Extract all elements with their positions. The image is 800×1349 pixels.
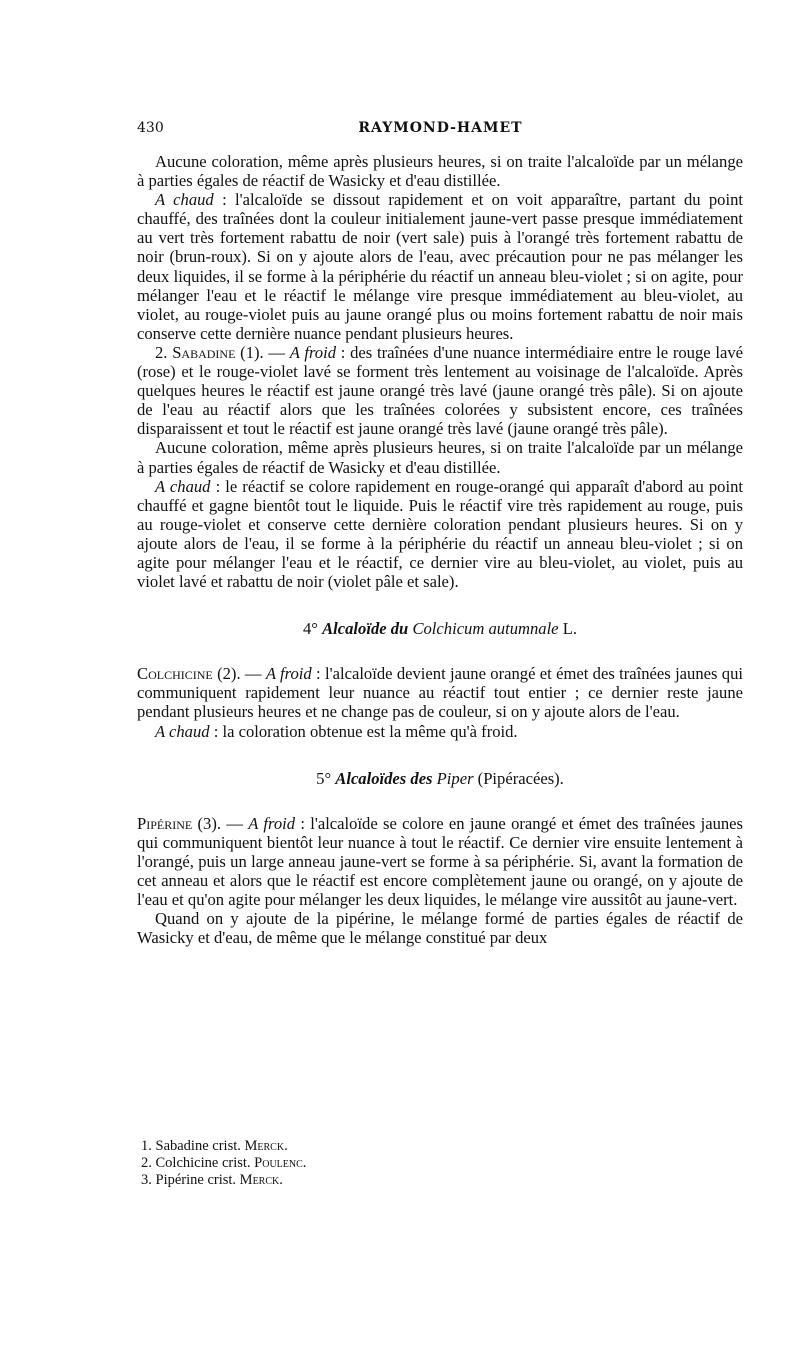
paragraph: 2. Sabadine (1). — A froid : des traînées d'une nuance intermédiaire entre le rouge lavé (rose) et le rouge-violet lavé se forment très lentement au voisinage de l'alcaloïde. Après quelques heures le réactif est jaune orangé très lavé (jaune orangé très pâle). Si on ajoute de l'eau au réactif alors que les traînées colorées y subsistent encore, ces traînées disparaissent et tout le réactif est jaune orangé très lavé (jaune orangé très pâle).	[137, 342, 743, 439]
footnotes	[137, 1138, 743, 1189]
footnote-ref: (2)	[217, 664, 237, 684]
compound-name: Sabadine	[172, 342, 236, 362]
compound-name: Colchicine	[137, 664, 213, 684]
footnote: 2. Colchicine crist. Poulenc.	[141, 1155, 307, 1171]
condition-label: A chaud	[155, 721, 210, 741]
paragraph: A chaud : le réactif se colore rapidement en rouge-orangé qui apparaît d'abord au point chauffé et gagne bientôt tout le liquide. Puis le réactif vire très rapidement au rouge, puis au rouge-violet et conserve cette dernière coloration pendant plusieurs heures. Si on y ajoute alors de l'eau, il se forme à la périphérie du réactif un anneau bleu-violet ; si on agite pour mélanger l'eau et le réactif, ce dernier vire au bleu-violet, au violet, puis au violet lavé et rabattu de noir (violet pâle et sale).	[137, 476, 744, 592]
condition-label: A chaud	[155, 190, 214, 210]
condition-label: A chaud	[155, 476, 211, 496]
footnote-ref: (1)	[240, 342, 260, 362]
condition-label: A froid	[265, 664, 312, 684]
footnote: 1. Sabadine crist. Merck.	[141, 1138, 288, 1154]
page-header	[137, 120, 744, 142]
page-number: 430	[137, 120, 164, 136]
section-heading: 4° Alcaloïde du Colchicum autumnale L.	[303, 619, 577, 639]
paragraph: Aucune coloration, même après plusieurs heures, si on traite l'alcaloïde par un mélange à parties égales de réactif de Wasicky et d'eau distillée.	[137, 438, 743, 477]
condition-label: A froid	[248, 813, 296, 833]
paragraph: Quand on y ajoute de la pipérine, le mélange formé de parties égales de réactif de Wasicky et d'eau, de même que le mélange constitué par deux	[137, 909, 743, 948]
compound-name: Pipérine	[137, 813, 193, 833]
paragraph: Colchicine (2). — A froid : l'alcaloïde devient jaune orangé et émet des traînées jaunes qui communiquent rapidement leur nuance au réactif tout entier ; ce dernier reste jaune pendant plusieurs heures et ne change pas de couleur, si on y ajoute alors de l'eau.	[137, 664, 744, 722]
paragraph: A chaud : la coloration obtenue est la même qu'à froid.	[155, 721, 518, 741]
running-head: RAYMOND-HAMET	[358, 120, 523, 136]
paragraph: A chaud : l'alcaloïde se dissout rapidement et on voit apparaître, partant du point chauffé, des traînées dont la couleur initialement jaune-vert passe presque immédiatement au vert très fortement rabattu de noir (vert sale) puis à l'orangé très fortement rabattu de noir (brun-roux). Si on y ajoute alors de l'eau, avec précaution pour ne pas mélanger les deux liquides, il se forme à la périphérie du réactif un anneau bleu-violet ; si on agite, pour mélanger l'eau et le réactif le mélange vire presque immédiatement au bleu-violet, au violet, au rouge-violet puis au jaune orangé plus ou moins fortement rabattu de noir mais conserve cette dernière nuance pendant plusieurs heures.	[137, 190, 743, 343]
section-heading: 5° Alcaloïdes des Piper (Pipéracées).	[316, 768, 564, 788]
footnote-ref: (3)	[197, 813, 217, 833]
main-text	[137, 152, 743, 947]
paragraph: Aucune coloration, même après plusieurs heures, si on traite l'alcaloïde par un mélange à parties égales de réactif de Wasicky et d'eau distillée.	[137, 152, 743, 191]
condition-label: A froid	[289, 342, 336, 362]
paragraph: Pipérine (3). — A froid : l'alcaloïde se colore en jaune orangé et émet des traînées jaunes qui communiquent bientôt leur nuance à tout le réactif. Ce dernier vire ensuite lentement à l'orangé, puis un large anneau jaune-vert se forme à sa périphérie. Si, avant la formation de cet anneau et alors que le réactif est encore complètement jaune ou orangé, on y ajoute de l'eau et qu'on agite pour mélanger les deux liquides, le mélange vire aussitôt au jaune-vert.	[137, 813, 744, 910]
footnote: 3. Pipérine crist. Merck.	[141, 1172, 283, 1188]
